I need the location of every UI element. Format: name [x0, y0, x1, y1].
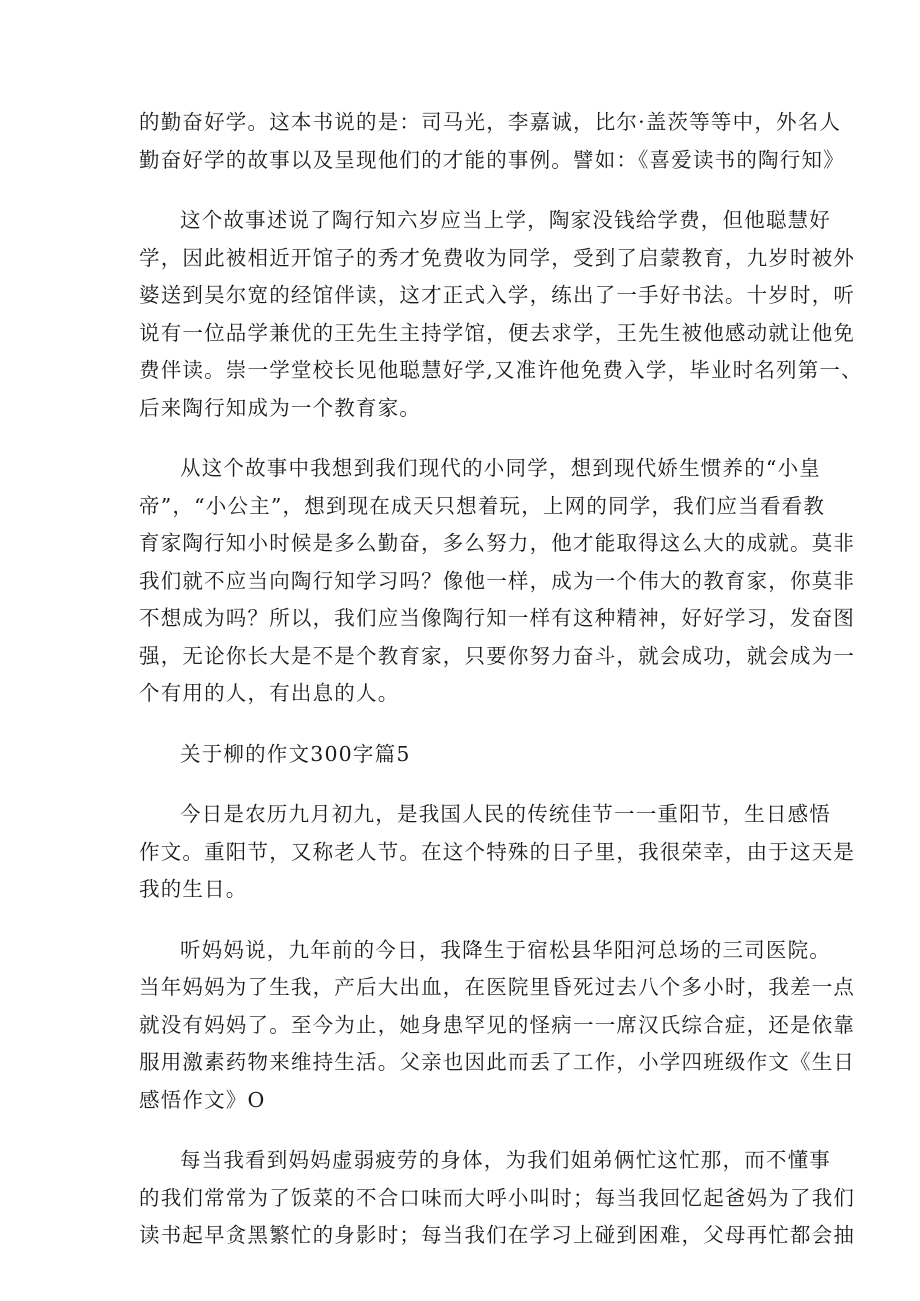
text-line: 帝”，“小公主”，想到现在成天只想着玩，上网的同学，我们应当看看教 — [139, 493, 826, 518]
text-line: 费伴读。崇一学堂校长见他聪慧好学,又准许他免费入学，毕业时名列第一、 — [139, 358, 863, 382]
text-line: 从这个故事中我想到我们现代的小同学，想到现代娇生惯养的“小皇 — [180, 456, 821, 480]
section-title: 关于柳的作文300字篇5 — [180, 741, 411, 766]
text-line: 听妈妈说，九年前的今日，我降生于宿松县华阳河总场的三司医院。 — [180, 937, 831, 962]
text-line: 勤奋好学的故事以及呈现他们的才能的事例。譬如：《喜爱读书的陶行知》 — [139, 147, 845, 172]
text-line: 后来陶行知成为一个教育家。 — [139, 395, 422, 420]
paragraph-2 — [139, 202, 863, 427]
text-line: 不想成为吗？所以，我们应当像陶行知一样有这种精神，好好学习，发奋图 — [139, 606, 856, 630]
text-line: 学，因此被相近开馆子的秀才免费收为同学，受到了启蒙教育，九岁时被外 — [139, 245, 856, 270]
text-line: 当年妈妈为了生我，产后大出血，在医院里昏死过去八个多小时，我差一点 — [139, 975, 856, 999]
text-line: 作文。重阳节，又称老人节。在这个特殊的日子里，我很荣幸，由于这天是 — [139, 839, 856, 864]
section-heading — [139, 736, 799, 774]
text-line: 服用激素药物来维持生活。父亲也因此而丢了工作，小学四班级作文《生日 — [139, 1050, 856, 1074]
text-line: 说有一位品学兼优的王先生主持学馆，便去求学，王先生被他感动就让他免 — [139, 320, 856, 345]
text-line: 强，无论你长大是不是个教育家，只要你努力奋斗，就会成功，就会成为一 — [139, 643, 856, 668]
text-line: 感悟作文》O — [139, 1087, 266, 1112]
document-body — [139, 104, 863, 1278]
text-line: 今日是农历九月初九，是我国人民的传统佳节一一重阳节，生日感悟 — [180, 802, 831, 826]
paragraph-4 — [139, 796, 856, 909]
paragraph-5 — [139, 932, 856, 1120]
text-line: 我的生日。 — [139, 877, 248, 901]
text-line: 的勤奋好学。这本书说的是：司马光，李嘉诚，比尔·盖茨等等中，外名人 — [139, 110, 842, 134]
text-line: 育家陶行知小时候是多么勤奋，多么努力，他才能取得这么大的成就。莫非 — [139, 531, 856, 555]
text-line: 的我们常常为了饭菜的不合口味而大呼小叫时；每当我回忆起爸妈为了我们 — [139, 1185, 856, 1210]
text-line: 这个故事述说了陶行知六岁应当上学，陶家没钱给学费，但他聪慧好 — [180, 208, 831, 232]
text-line: 就没有妈妈了。至今为止，她身患罕见的怪病一一席汉氏综合症，还是依靠 — [139, 1012, 856, 1037]
text-line: 每当我看到妈妈虚弱疲劳的身体，为我们姐弟俩忙这忙那，而不懂事 — [180, 1148, 831, 1172]
text-line: 个有用的人，有出息的人。 — [139, 681, 400, 705]
text-line: 读书起早贪黑繁忙的身影时；每当我们在学习上碰到困难，父母再忙都会抽 — [139, 1223, 856, 1247]
paragraph-1 — [139, 104, 845, 179]
paragraph-6 — [139, 1142, 856, 1255]
text-line: 我们就不应当向陶行知学习吗？像他一样，成为一个伟大的教育家，你莫非 — [139, 568, 856, 593]
text-line: 婆送到吴尔宽的经馆伴读，这才正式入学，练出了一手好书法。十岁时，听 — [139, 283, 856, 307]
paragraph-3 — [139, 450, 856, 713]
